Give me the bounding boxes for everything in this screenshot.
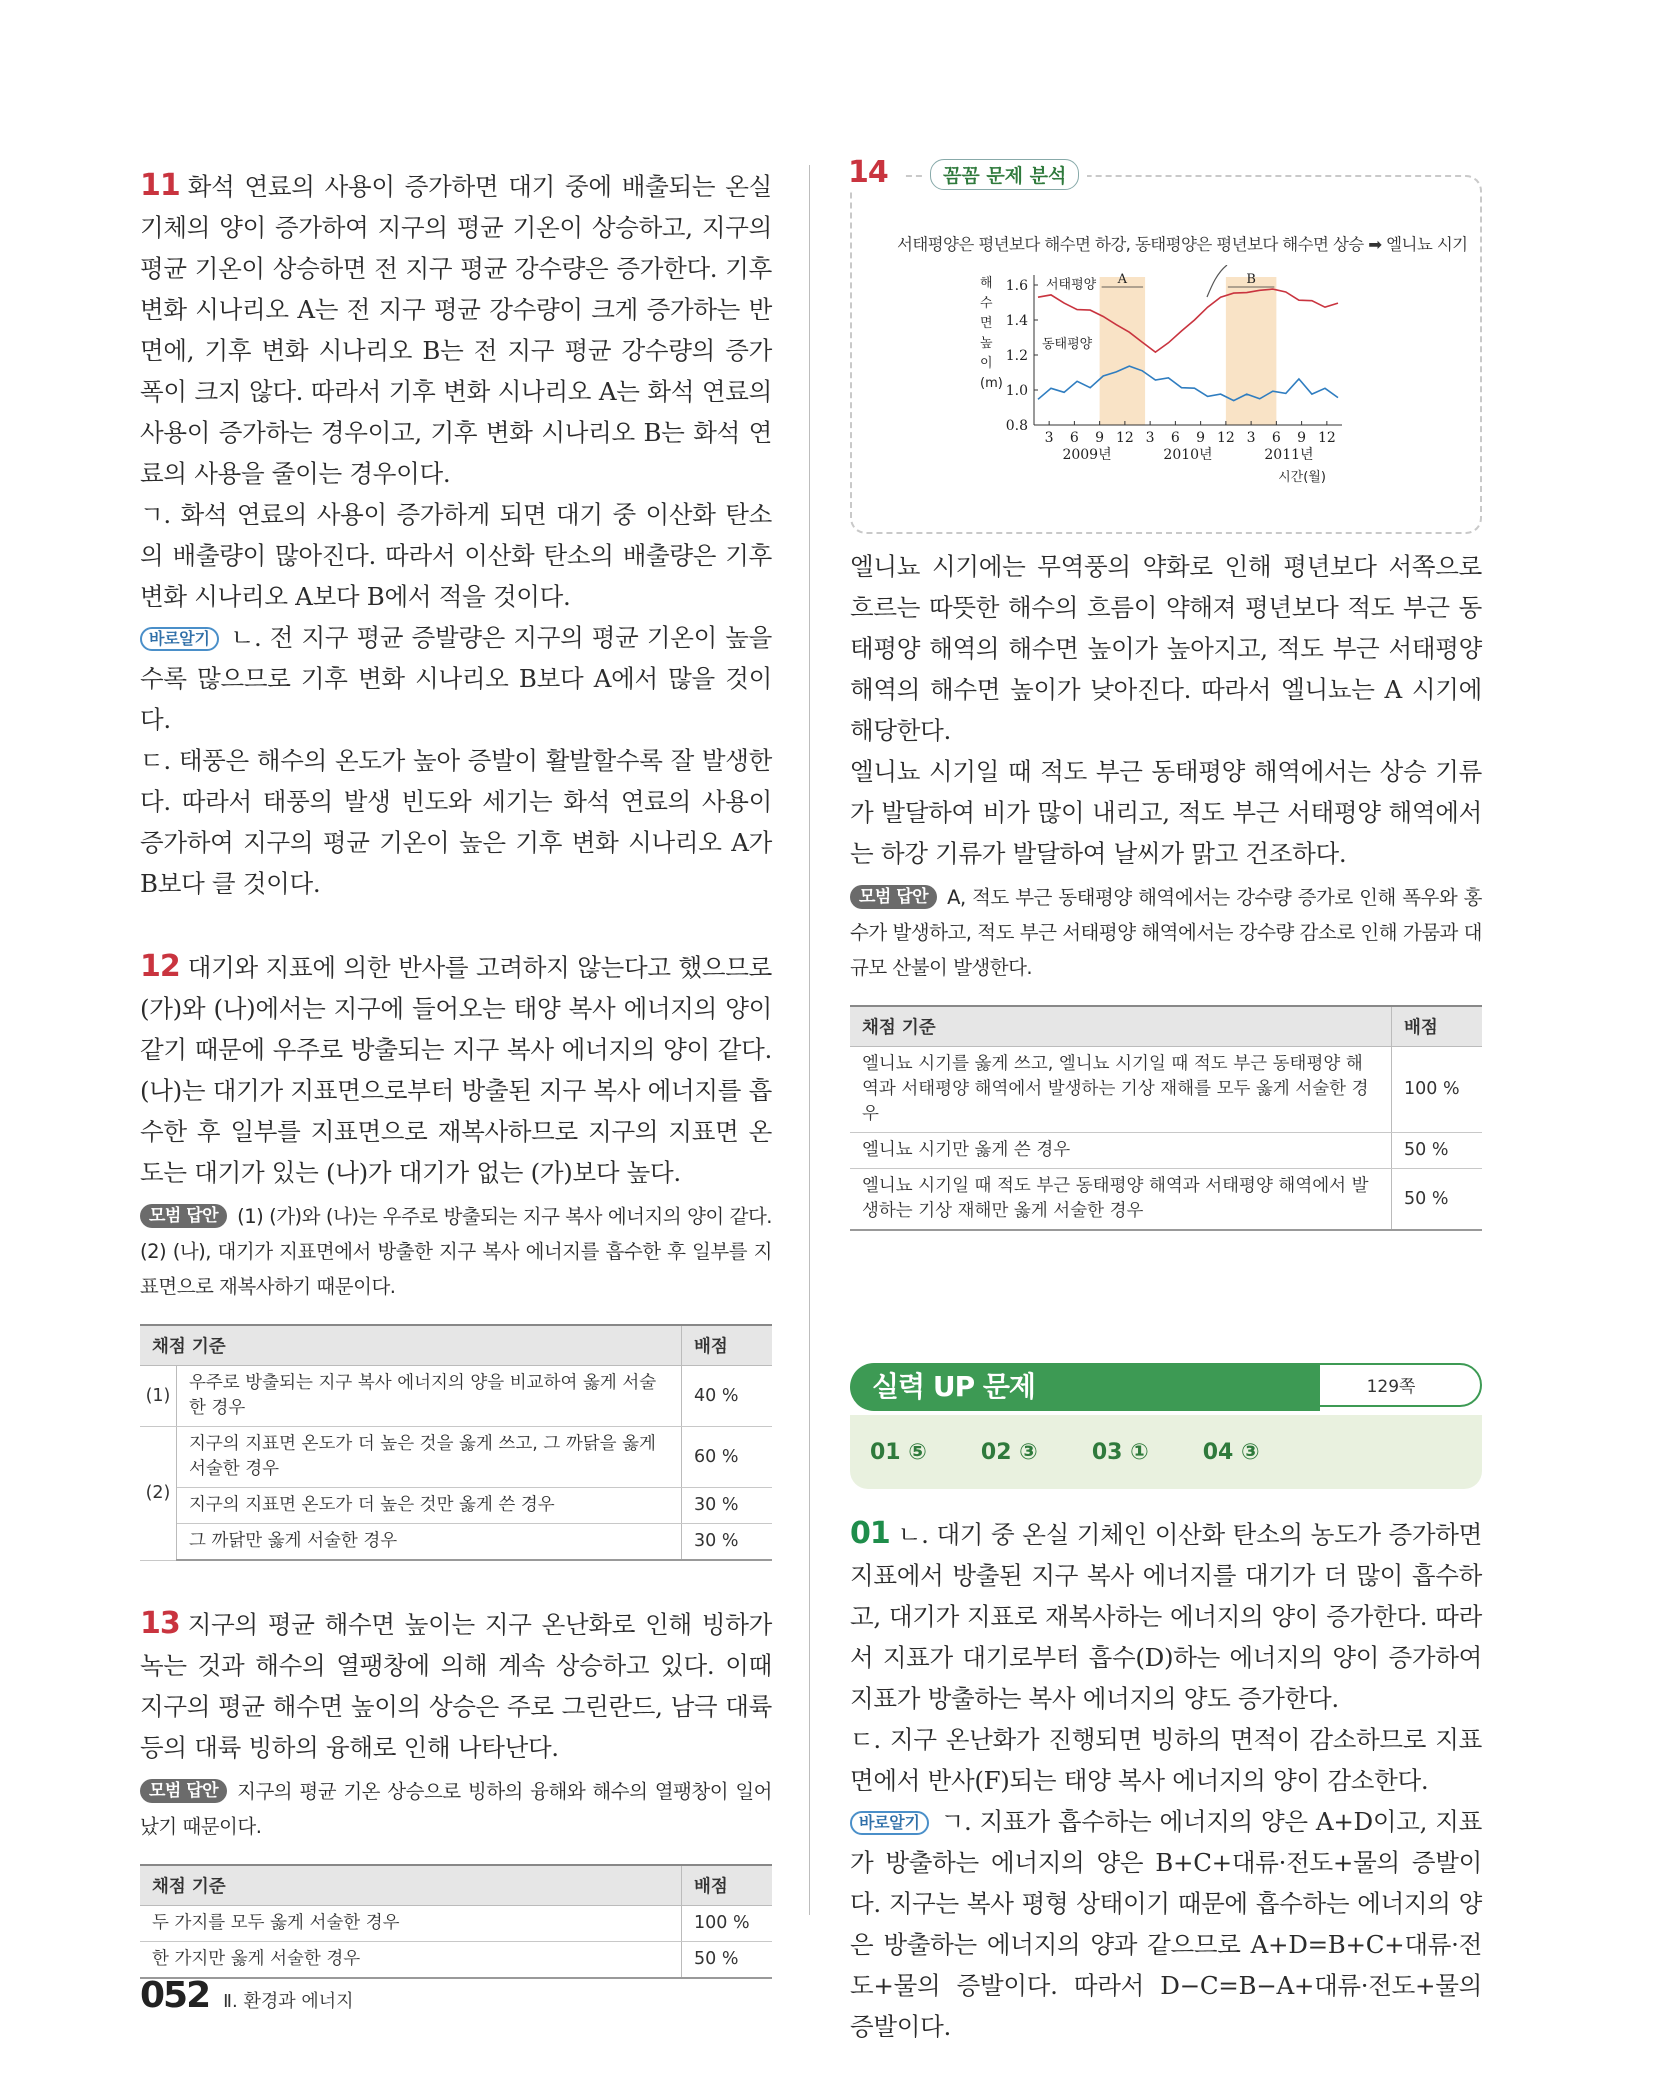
x-tick-label: 12 [1216, 430, 1235, 446]
q11-paragraph-2: ㄱ. 화석 연료의 사용이 증가하게 되면 대기 중 이산화 탄소의 배출량이 많아진다. 따라서 이산화 탄소의 배출량은 기후 변화 시나리오 A보다 B에서 적을 것이다. [140, 500, 772, 611]
row-points: 50 % [682, 1942, 773, 1979]
x-axis-label: 시간(월) [1278, 470, 1326, 485]
skill-up-banner [850, 1363, 1482, 1411]
page-number: 052 [140, 1975, 210, 2016]
row-points: 30 % [682, 1488, 773, 1524]
table-row [140, 1942, 772, 1979]
y-axis-label-char: 이 [980, 356, 993, 371]
q01-paragraph-3 [850, 1801, 1482, 2047]
y-axis-label-char: 해 [980, 276, 993, 291]
x-tick-label: 9 [1095, 430, 1105, 446]
q13-score-table [140, 1864, 772, 1979]
table-row [850, 1169, 1482, 1231]
q14-number: 14 [848, 155, 888, 190]
q11-text-3: ㄴ. 전 지구 평균 증발량은 지구의 평균 기온이 높을수록 많으므로 기후 변화 시나리오 B보다 A에서 많을 것이다. [140, 623, 772, 734]
q01-number: 01 [850, 1516, 890, 1551]
analysis-note: 서태평양은 평년보다 해수면 하강, 동태평양은 평년보다 해수면 상승 ➡ 엘니뇨 시기 [897, 235, 1468, 254]
right-column [848, 155, 1482, 2047]
row-criteria: 엘니뇨 시기일 때 적도 부근 동태평양 해역과 서태평양 해역에서 발생하는 기상 재해만 옳게 서술한 경우 [850, 1169, 1392, 1231]
shaded-period-B [1226, 277, 1276, 425]
x-tick-label: 3 [1044, 430, 1054, 446]
row-points: 30 % [682, 1524, 773, 1561]
row-points: 50 % [1392, 1133, 1483, 1169]
q11-number: 11 [140, 168, 180, 203]
year-label: 2011년 [1264, 447, 1314, 463]
q11-paragraph-3 [140, 617, 772, 740]
series-line-east-pacific [1038, 366, 1338, 401]
shaded-period-label: A [1117, 272, 1128, 287]
row-points: 60 % [682, 1427, 773, 1488]
q13-model-answer [140, 1774, 772, 1844]
q11-text-1: 화석 연료의 사용이 증가하면 대기 중에 배출되는 온실 기체의 양이 증가하여 지구의 평균 기온이 상승하고, 지구의 평균 기온이 상승하면 전 지구 평균 강수량은 증가한다. 기후 변화 시나리오 A는 전 지구 평균 강수량이 크게 증가하는 반면에, 기후 변화 시나리오 B는 전 지구 평균 강수량의 증가 폭이 크지 않다. 따라서 기후 변화 시나리오 A는 화석 연료의 사용이 증가하는 경우이고, 기후 변화 시나리오 B는 화석 연료의 사용을 줄이는 경우이다. [140, 172, 772, 488]
y-axis-label-char: (m) [980, 376, 1003, 391]
q14-paragraph-1: 엘니뇨 시기에는 무역풍의 약화로 인해 평년보다 서쪽으로 흐르는 따뜻한 해수의 흐름이 약해져 평년보다 적도 부근 동태평양 해역의 해수면 높이가 높아지고, 적도 부근 서태평양 해역의 해수면 높이가 낮아진다. 따라서 엘니뇨는 A 시기에 해당한다. [850, 552, 1482, 745]
q01-text-3: ㄱ. 지표가 흡수하는 에너지의 양은 A+D이고, 지표가 방출하는 에너지의 양은 B+C+대류·전도+물의 증발이다. 지구는 복사 평형 상태이기 때문에 흡수하는 에너지의 양은 방출하는 에너지의 양과 같으므로 A+D=B+C+대류·전도+물의 증발이다. 따라서 D−C=B−A+대류·전도+물의 증발이다. [850, 1807, 1482, 2041]
q14-answer-tag: 모범 답안 [850, 885, 937, 909]
answer-item: 01 ⑤ [870, 1439, 927, 1465]
y-tick-label: 1.2 [1005, 348, 1028, 364]
analysis-label [922, 159, 1087, 190]
sea-level-chart [972, 265, 1352, 500]
table-row [850, 1133, 1482, 1169]
row-criteria: 엘니뇨 시기를 옳게 쓰고, 엘니뇨 시기일 때 적도 부근 동태평양 해역과 서태평양 해역에서 발생하는 기상 재해를 모두 옳게 서술한 경우 [850, 1047, 1392, 1133]
q01-text-1: ㄴ. 대기 중 온실 기체인 이산화 탄소의 농도가 증가하면 지표에서 방출된 지구 복사 에너지를 대기가 더 많이 흡수하고, 대기가 지표로 재복사하는 에너지의 양이 증가한다. 따라서 지표가 대기로부터 흡수(D)하는 에너지의 양이 증가하여 지표가 방출하는 복사 에너지의 양도 증가한다. [850, 1520, 1482, 1713]
y-axis-label-char: 수 [980, 296, 993, 311]
q12-number: 12 [140, 949, 180, 984]
answer-item: 03 ① [1091, 1439, 1149, 1465]
skill-up-answers [850, 1415, 1482, 1489]
y-tick-label: 0.8 [1005, 418, 1028, 434]
annotation-arrow [1207, 265, 1227, 297]
q01-correction-tag: 바로알기 [850, 1811, 929, 1835]
row-criteria: 두 가지를 모두 옳게 서술한 경우 [140, 1906, 682, 1942]
column-divider [809, 165, 810, 1915]
x-tick-label: 6 [1069, 430, 1079, 446]
row-label: (2) [140, 1427, 177, 1561]
table-header-criteria: 채점 기준 [850, 1006, 1392, 1047]
x-tick-label: 3 [1145, 430, 1155, 446]
year-label: 2009년 [1062, 447, 1112, 463]
shaded-period-A [1100, 277, 1145, 425]
row-label: (1) [140, 1366, 177, 1427]
q11-paragraph-4: ㄷ. 태풍은 해수의 온도가 높아 증발이 활발할수록 잘 발생한다. 따라서 태풍의 발생 빈도와 세기는 화석 연료의 사용이 증가하여 지구의 평균 기온이 높은 기후 변화 시나리오 A가 B보다 클 것이다. [140, 746, 772, 898]
q13-answer-text: 지구의 평균 기온 상승으로 빙하의 융해와 해수의 열팽창이 일어났기 때문이다. [140, 1780, 772, 1838]
q14-paragraph-2: 엘니뇨 시기일 때 적도 부근 동태평양 해역에서는 상승 기류가 발달하여 비가 많이 내리고, 적도 부근 서태평양 해역에서는 하강 기류가 발달하여 날씨가 맑고 건조하다. [850, 757, 1482, 868]
q12-answer-text: (1) (가)와 (나)는 우주로 방출되는 지구 복사 에너지의 양이 같다. (2) (나), 대기가 지표면에서 방출한 지구 복사 에너지를 흡수한 후 일부를 지표면으로 재복사하기 때문이다. [140, 1205, 772, 1298]
page-footer [140, 1975, 354, 2016]
year-label: 2010년 [1163, 447, 1213, 463]
row-criteria: 지구의 지표면 온도가 더 높은 것을 옳게 쓰고, 그 까닭을 옳게 서술한 경우 [177, 1427, 682, 1488]
page-reference: 129쪽 [1270, 1363, 1482, 1407]
row-criteria: 우주로 방출되는 지구 복사 에너지의 양을 비교하여 옳게 서술한 경우 [177, 1366, 682, 1427]
table-header-criteria: 채점 기준 [140, 1865, 682, 1906]
row-criteria: 한 가지만 옳게 서술한 경우 [140, 1942, 682, 1979]
table-row [850, 1047, 1482, 1133]
x-tick-label: 9 [1297, 430, 1307, 446]
chapter-title: Ⅱ. 환경과 에너지 [223, 1991, 354, 2012]
y-axis-label-char: 면 [980, 316, 993, 331]
q01-paragraph-1 [850, 1513, 1482, 1719]
shaded-period-label: B [1246, 272, 1256, 287]
q14-model-answer [850, 880, 1482, 985]
q12-model-answer [140, 1199, 772, 1304]
row-points: 40 % [682, 1366, 773, 1427]
table-header-criteria: 채점 기준 [140, 1325, 682, 1366]
row-points: 50 % [1392, 1169, 1483, 1231]
q13-paragraph-1 [140, 1603, 772, 1768]
left-column [140, 165, 772, 1979]
x-tick-label: 3 [1246, 430, 1256, 446]
y-tick-label: 1.4 [1005, 313, 1028, 329]
q12-answer-tag: 모범 답안 [140, 1204, 227, 1228]
q14-answer-text: A, 적도 부근 동태평양 해역에서는 강수량 증가로 인해 폭우와 홍수가 발생하고, 적도 부근 서태평양 해역에서는 강수량 감소로 인해 가뭄과 대규모 산불이 발생한다. [850, 886, 1482, 979]
row-criteria: 지구의 지표면 온도가 더 높은 것만 옳게 쓴 경우 [177, 1488, 682, 1524]
table-row [140, 1524, 772, 1561]
q12-text-1: 대기와 지표에 의한 반사를 고려하지 않는다고 했으므로 (가)와 (나)에서는 지구에 들어오는 태양 복사 에너지의 양이 같기 때문에 우주로 방출되는 지구 복사 에너지의 양이 같다. (나)는 대기가 지표면으로부터 방출된 지구 복사 에너지를 흡수한 후 일부를 지표면으로 재복사하므로 지구의 지표면 온도는 대기가 있는 (나)가 대기가 없는 (가)보다 높다. [140, 953, 772, 1187]
answer-item: 02 ③ [980, 1439, 1038, 1465]
x-tick-label: 12 [1317, 430, 1336, 446]
table-row [140, 1427, 772, 1488]
q12-score-table [140, 1324, 772, 1561]
answer-item: 04 ③ [1202, 1439, 1260, 1465]
table-row [140, 1366, 772, 1427]
q13-number: 13 [140, 1606, 180, 1641]
series-label: 서태평양 [1046, 277, 1097, 293]
table-row [140, 1488, 772, 1524]
q13-answer-tag: 모범 답안 [140, 1779, 227, 1803]
x-tick-label: 9 [1196, 430, 1206, 446]
row-criteria: 엘니뇨 시기만 옳게 쓴 경우 [850, 1133, 1392, 1169]
y-axis-label-char: 높 [980, 336, 993, 351]
q11-paragraph-1 [140, 165, 772, 494]
q14-score-table [850, 1005, 1482, 1231]
skill-up-title: 실력 UP 문제 [850, 1363, 1320, 1411]
table-header-points: 배점 [682, 1325, 773, 1366]
q01-paragraph-2: ㄷ. 지구 온난화가 진행되면 빙하의 면적이 감소하므로 지표면에서 반사(F)되는 태양 복사 에너지의 양이 감소한다. [850, 1725, 1482, 1795]
x-tick-label: 6 [1170, 430, 1180, 446]
table-header-points: 배점 [682, 1865, 773, 1906]
y-tick-label: 1.6 [1005, 278, 1028, 294]
q11-correction-tag: 바로알기 [140, 627, 219, 651]
row-points: 100 % [682, 1906, 773, 1942]
row-points: 100 % [1392, 1047, 1483, 1133]
y-tick-label: 1.0 [1005, 383, 1028, 399]
table-header-points: 배점 [1392, 1006, 1483, 1047]
q14-number-wrap [848, 155, 904, 190]
table-row [140, 1906, 772, 1942]
analysis-label-text: 꼼꼼 문제 분석 [930, 159, 1079, 190]
x-tick-label: 12 [1115, 430, 1134, 446]
q13-text-1: 지구의 평균 해수면 높이는 지구 온난화로 인해 빙하가 녹는 것과 해수의 열팽창에 의해 계속 상승하고 있다. 이때 지구의 평균 해수면 높이의 상승은 주로 그린란드, 남극 대륙 등의 대륙 빙하의 융해로 인해 나타난다. [140, 1610, 772, 1762]
row-criteria: 그 까닭만 옳게 서술한 경우 [177, 1524, 682, 1561]
q14-analysis-box [848, 155, 1482, 534]
series-label: 동태평양 [1042, 337, 1093, 352]
x-tick-label: 6 [1271, 430, 1281, 446]
q12-paragraph-1 [140, 946, 772, 1193]
